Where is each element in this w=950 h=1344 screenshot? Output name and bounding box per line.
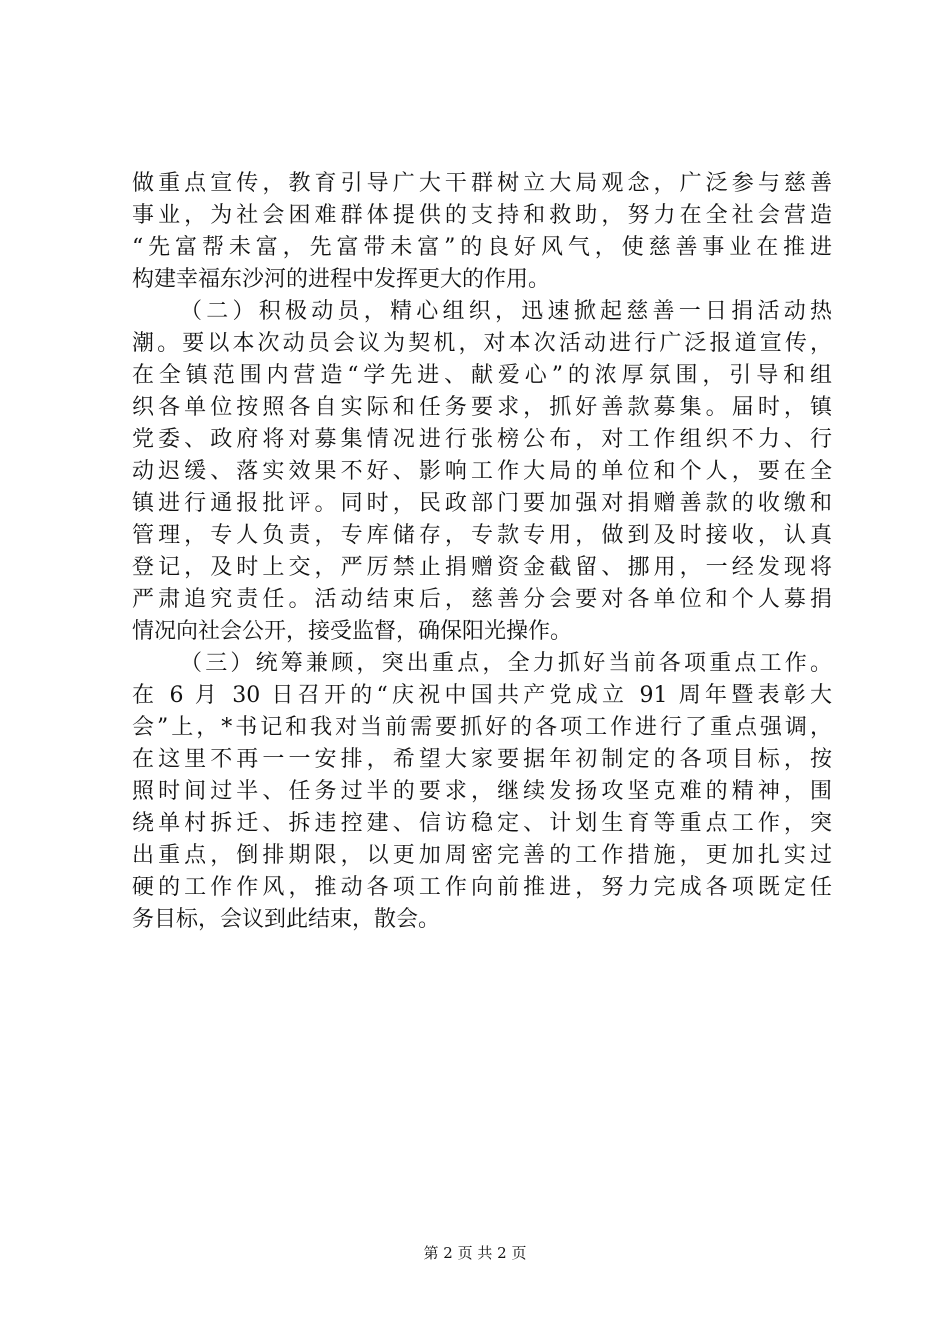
text-line: 织各单位按照各自实际和任务要求，抓好善款募集。届时，镇 <box>132 395 832 420</box>
page-number-footer: 第 2 页 共 2 页 <box>423 1244 527 1262</box>
text-line: 务目标，会议到此结束，散会。 <box>132 907 441 932</box>
text-line: 硬的工作作风，推动各项工作向前推进，努力完成各项既定任 <box>132 875 832 900</box>
text-line: 镇进行通报批评。同时，民政部门要加强对捐赠善款的收缴和 <box>132 491 832 516</box>
text-line: 动迟缓、落实效果不好、影响工作大局的单位和个人，要在全 <box>132 459 832 484</box>
text-line: 在这里不再一一安排，希望大家要据年初制定的各项目标，按 <box>132 747 832 772</box>
text-line: 潮。要以本次动员会议为契机，对本次活动进行广泛报道宣传， <box>132 331 832 356</box>
text-line: 情况向社会公开，接受监督，确保阳光操作。 <box>132 619 573 644</box>
text-line: 会”上，*书记和我对当前需要抓好的各项工作进行了重点强调， <box>132 715 832 740</box>
text-line: 事业，为社会困难群体提供的支持和救助，努力在全社会营造 <box>132 203 832 228</box>
text-line: 在全镇范围内营造“学先进、献爱心”的浓厚氛围，引导和组 <box>132 363 832 388</box>
body-text <box>132 168 832 936</box>
text-line: 构建幸福东沙河的进程中发挥更大的作用。 <box>132 267 551 292</box>
text-line: “先富帮未富，先富带未富”的良好风气，使慈善事业在推进 <box>132 235 832 260</box>
paragraph-2-first-line: （二）积极动员，精心组织，迅速掀起慈善一日捐活动热 <box>180 299 832 324</box>
text-line: 党委、政府将对募集情况进行张榜公布，对工作组织不力、行 <box>132 427 832 452</box>
text-line: 管理，专人负责，专库储存，专款专用，做到及时接收，认真 <box>132 523 832 548</box>
text-line: 登记，及时上交，严厉禁止捐赠资金截留、挪用，一经发现将 <box>132 555 832 580</box>
text-line: 做重点宣传，教育引导广大干群树立大局观念，广泛参与慈善 <box>132 171 832 196</box>
paragraph-3-first-line: （三）统筹兼顾，突出重点，全力抓好当前各项重点工作。 <box>180 651 832 676</box>
text-line: 在 6 月 30 日召开的“庆祝中国共产党成立 91 周年暨表彰大 <box>132 683 832 708</box>
text-line: 照时间过半、任务过半的要求，继续发扬攻坚克难的精神，围 <box>132 779 832 804</box>
text-line: 严肃追究责任。活动结束后，慈善分会要对各单位和个人募捐 <box>132 587 832 612</box>
text-line: 绕单村拆迁、拆违控建、信访稳定、计划生育等重点工作，突 <box>132 811 832 836</box>
text-line: 出重点，倒排期限，以更加周密完善的工作措施，更加扎实过 <box>132 843 832 868</box>
